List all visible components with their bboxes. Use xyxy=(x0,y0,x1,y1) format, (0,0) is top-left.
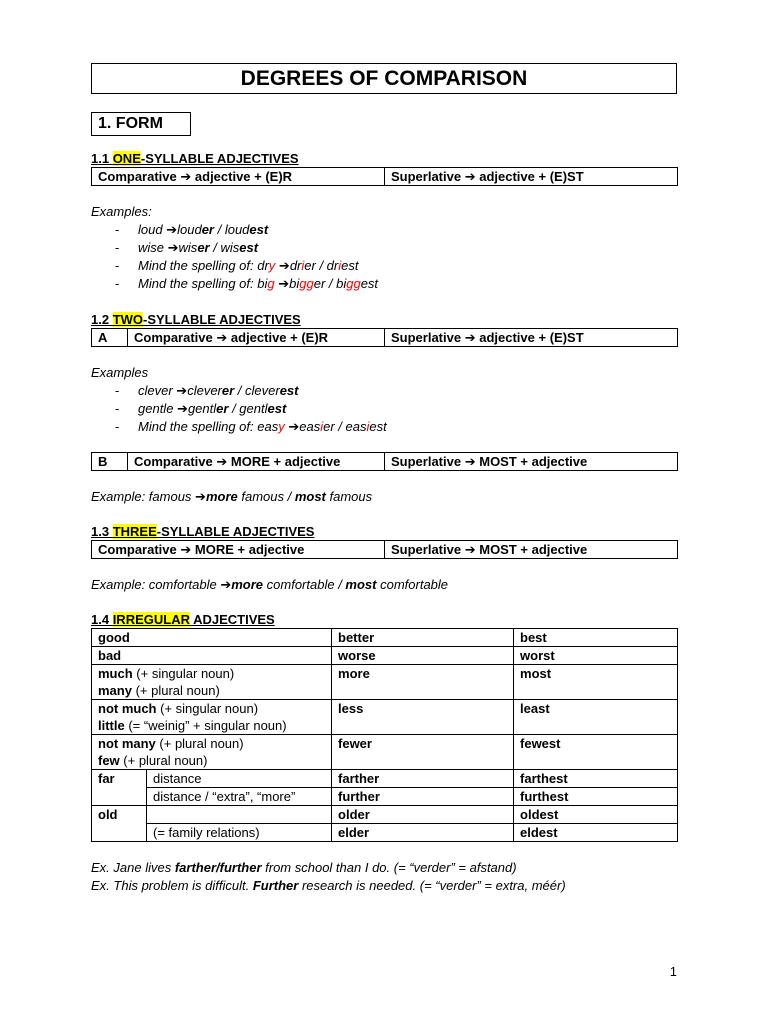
irregular-table xyxy=(91,628,678,842)
worksheet-page xyxy=(91,63,677,895)
table-row: far distance farther farthest xyxy=(92,770,678,788)
list-item: - Mind the spelling of: big ➔bigger / biggest xyxy=(115,276,379,291)
rule-table-1-3 xyxy=(91,540,678,559)
list-item: - clever ➔cleverer / cleverest xyxy=(115,383,299,398)
arrow-icon: ➔ xyxy=(464,169,476,184)
form-heading: 1. FORM xyxy=(91,112,191,136)
arrow-icon: ➔ xyxy=(216,330,228,345)
table-row: distance / “extra”, “more” further furthest xyxy=(92,788,678,806)
table-row: bad worse worst xyxy=(92,647,678,665)
list-item: - Mind the spelling of: easy ➔easier / easiest xyxy=(115,419,387,434)
example-line: Example: famous ➔more famous / most famous xyxy=(91,489,373,504)
rule-table-1-2b xyxy=(91,452,678,471)
table-row: (= family relations) elder eldest xyxy=(92,824,678,842)
comparative-rule: Comparative ➔ adjective + (E)R xyxy=(92,168,385,186)
arrow-icon: ➔ xyxy=(464,330,476,345)
examples-list-1-1 xyxy=(91,221,677,293)
examples-list-1-2 xyxy=(91,382,677,436)
page-number: 1 xyxy=(669,964,677,979)
comparative-rule: Comparative ➔ adjective + (E)R xyxy=(128,329,385,347)
table-row: good better best xyxy=(92,629,678,647)
comparative-rule: Comparative ➔ MORE + adjective xyxy=(92,541,385,559)
option-label: A xyxy=(92,329,128,347)
list-item: - Mind the spelling of: dry ➔drier / driest xyxy=(115,258,359,273)
section-heading-1-3: 1.3 THREE-SYLLABLE ADJECTIVES xyxy=(91,524,315,539)
rule-table-1-2a xyxy=(91,328,678,347)
arrow-icon: ➔ xyxy=(180,542,192,557)
arrow-icon: ➔ xyxy=(216,454,228,469)
list-item: - gentle ➔gentler / gentlest xyxy=(115,401,287,416)
list-item: - wise ➔wiser / wisest xyxy=(115,240,259,255)
table-row: not much (+ singular noun) little (= “weinig” + singular noun) less least xyxy=(92,700,678,735)
superlative-rule: Superlative ➔ MOST + adjective xyxy=(385,453,678,471)
table-row: old older oldest xyxy=(92,806,678,824)
comparative-rule: Comparative ➔ MORE + adjective xyxy=(128,453,385,471)
superlative-rule: Superlative ➔ MOST + adjective xyxy=(385,541,678,559)
example-line: Ex. Jane lives farther/further from school than I do. (= “verder” = afstand) xyxy=(91,860,517,875)
example-line: Example: comfortable ➔more comfortable / most comfortable xyxy=(91,577,449,592)
arrow-icon: ➔ xyxy=(464,454,476,469)
superlative-rule: Superlative ➔ adjective + (E)ST xyxy=(385,329,678,347)
superlative-rule: Superlative ➔ adjective + (E)ST xyxy=(385,168,678,186)
table-row: much (+ singular noun) many (+ plural noun) more most xyxy=(92,665,678,700)
arrow-icon: ➔ xyxy=(464,542,476,557)
examples-label: Examples xyxy=(91,365,149,380)
list-item: - loud ➔louder / loudest xyxy=(115,222,269,237)
section-heading-1-1: 1.1 ONE-SYLLABLE ADJECTIVES xyxy=(91,151,299,166)
examples-label: Examples: xyxy=(91,204,152,219)
option-label: B xyxy=(92,453,128,471)
rule-table-1-1 xyxy=(91,167,678,186)
arrow-icon: ➔ xyxy=(180,169,192,184)
section-heading-1-4: 1.4 IRREGULAR ADJECTIVES xyxy=(91,612,275,627)
table-row: not many (+ plural noun) few (+ plural noun) fewer fewest xyxy=(92,735,678,770)
section-heading-1-2: 1.2 TWO-SYLLABLE ADJECTIVES xyxy=(91,312,301,327)
example-line: Ex. This problem is difficult. Further research is needed. (= “verder” = extra, méér) xyxy=(91,878,566,893)
page-title: DEGREES OF COMPARISON xyxy=(91,63,677,94)
